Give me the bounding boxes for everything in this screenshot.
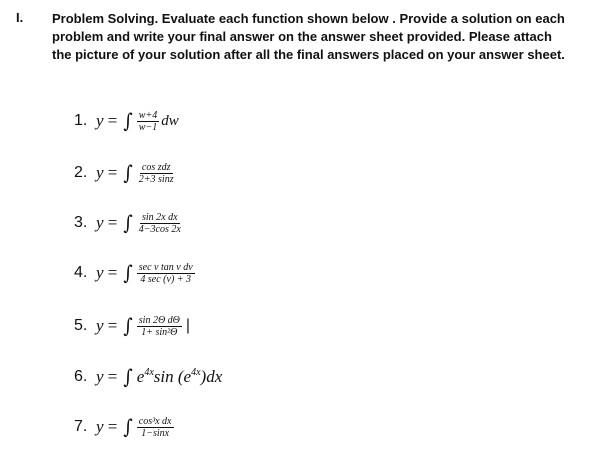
fraction [137, 162, 176, 185]
numerator: cos³x dx [138, 415, 172, 427]
problem-2 [74, 156, 176, 190]
expr-part: sin (e [153, 367, 192, 386]
equals-sign: = [103, 417, 118, 436]
numerator: sin 2Θ dΘ [138, 314, 180, 326]
denominator: 4 sec (v) + 3 [140, 273, 192, 285]
equals-sign: = [103, 213, 118, 232]
instructions-text: Problem Solving. Evaluate each function shown below . Provide a solution on each problem and write your final answer on the answer sheet provided. Please attach the picture of your solution after all the final answers placed on your answer sheet. [52, 11, 565, 62]
lhs [96, 367, 117, 387]
problem-number: 2. [74, 164, 88, 181]
equals-sign: = [103, 111, 118, 130]
fraction [137, 262, 195, 285]
fraction [137, 315, 182, 338]
numerator: sec v tan v dv [138, 261, 193, 273]
integral-sign: ∫ [123, 365, 133, 389]
problem-number: 5. [74, 317, 88, 334]
lhs-variable: y [96, 367, 104, 386]
equals-sign: = [103, 367, 118, 386]
numerator: sin 2x dx [142, 211, 178, 223]
lhs-variable: y [96, 111, 104, 130]
numerator: w+4 [138, 109, 158, 121]
problem-3 [74, 206, 183, 240]
problem-number: 4. [74, 264, 88, 281]
integral-sign: ∫ [123, 109, 133, 133]
problem-4 [74, 256, 195, 290]
lhs [96, 111, 117, 131]
lhs-variable: y [96, 316, 104, 335]
denominator: 4−3cos 2x [138, 223, 181, 235]
integral-sign: ∫ [123, 261, 133, 285]
problem-6 [74, 360, 222, 394]
problem-5 [74, 309, 190, 343]
equals-sign: = [103, 163, 118, 182]
fraction [137, 110, 159, 133]
expr-part: )dx [200, 367, 223, 386]
equals-sign: = [103, 316, 118, 335]
equals-sign: = [103, 263, 118, 282]
integral-sign: ∫ [123, 314, 133, 338]
lhs-variable: y [96, 263, 104, 282]
problem-number: 6. [74, 368, 88, 385]
integrand [137, 367, 222, 387]
exponent: 4x [191, 367, 201, 378]
lhs [96, 163, 117, 183]
problem-1 [74, 104, 179, 138]
lhs-variable: y [96, 417, 104, 436]
fraction [137, 212, 183, 235]
differential: dw [161, 112, 179, 129]
problem-7 [74, 410, 174, 444]
lhs-variable: y [96, 163, 104, 182]
lhs-variable: y [96, 213, 104, 232]
lhs [96, 213, 117, 233]
integral-sign: ∫ [123, 415, 133, 439]
text-cursor: | [185, 317, 191, 334]
lhs [96, 263, 117, 283]
lhs [96, 417, 117, 437]
denominator: 1−sinx [141, 427, 170, 439]
fraction [137, 416, 174, 439]
exponent: 4x [144, 367, 154, 378]
integral-sign: ∫ [123, 211, 133, 235]
numerator: cos zdz [141, 161, 171, 173]
problem-number: 3. [74, 214, 88, 231]
integral-sign: ∫ [123, 161, 133, 185]
section-numeral: I. [16, 10, 24, 25]
denominator: 2+3 sinz [138, 173, 174, 185]
lhs [96, 316, 117, 336]
problem-number: 7. [74, 418, 88, 435]
denominator: 1+ sin²Θ [141, 326, 178, 338]
expr-part: e [136, 367, 145, 386]
problem-number: 1. [74, 112, 88, 129]
denominator: w−1 [138, 121, 158, 133]
